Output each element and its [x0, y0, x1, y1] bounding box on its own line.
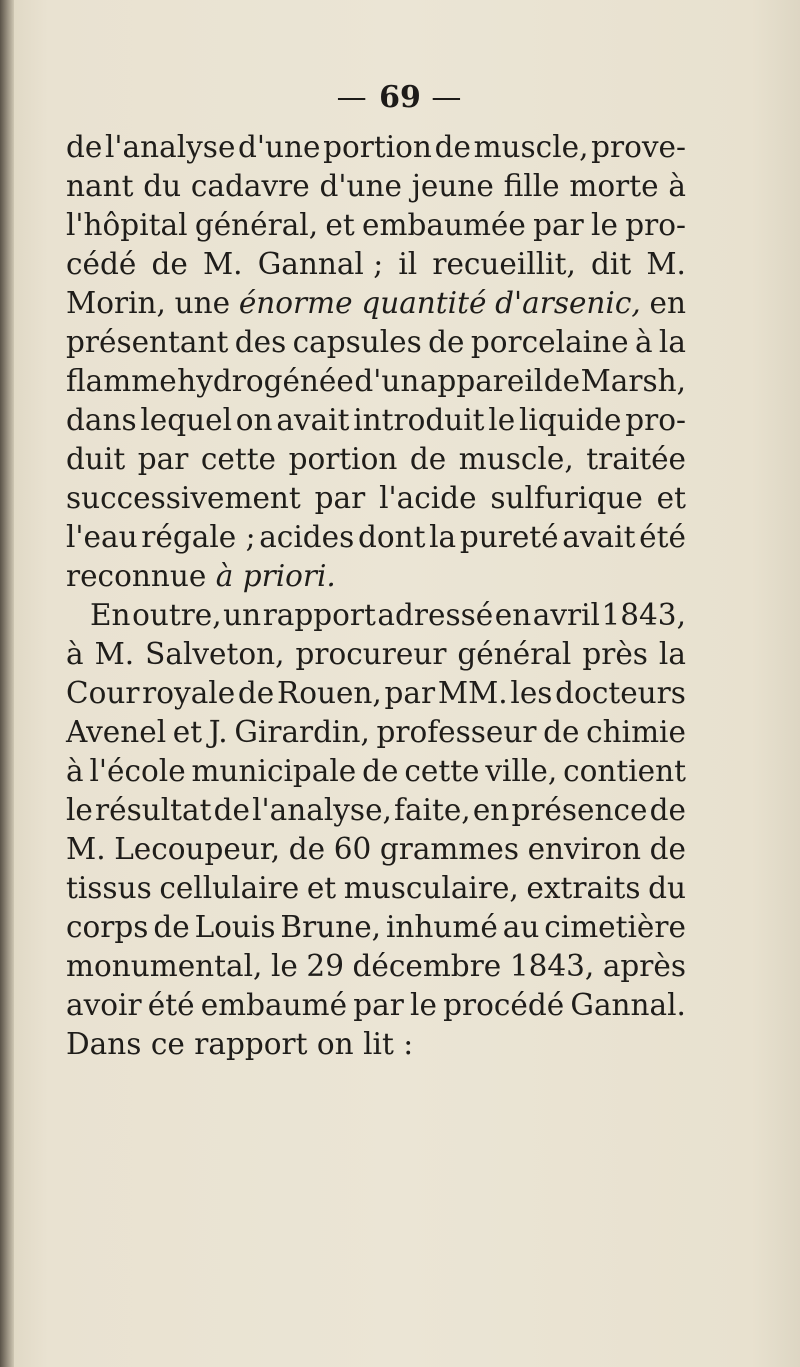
word: pro-	[625, 208, 686, 242]
word: 29	[306, 949, 344, 983]
text-line	[66, 206, 686, 245]
word: présence	[511, 793, 648, 827]
word: procureur	[295, 637, 447, 671]
word: J.	[208, 715, 228, 749]
word: monumental,	[66, 949, 263, 983]
word: en	[649, 286, 686, 320]
word: d'un	[354, 364, 420, 398]
word: un	[223, 598, 262, 632]
word: recueillit,	[432, 247, 576, 281]
word: d'arsenic,	[495, 286, 641, 320]
word: lit	[363, 1027, 394, 1061]
word: Cour	[66, 676, 140, 710]
word: M.	[202, 247, 243, 281]
word: municipale	[191, 754, 357, 788]
word: :	[403, 1027, 414, 1061]
text-line	[66, 1025, 686, 1064]
word: successivement	[66, 481, 301, 515]
word: inhumé	[385, 910, 498, 944]
word: porcelaine	[470, 325, 629, 359]
word: la	[658, 637, 686, 671]
text-line	[66, 596, 686, 635]
text-line	[66, 518, 686, 557]
word: ce	[150, 1027, 185, 1061]
word: en	[494, 598, 532, 632]
page-number: 69	[379, 80, 421, 115]
page-header	[0, 80, 800, 115]
word: de	[649, 793, 686, 827]
word: muscle,	[458, 442, 574, 476]
word: cellulaire	[159, 871, 300, 905]
word: professeur	[376, 715, 537, 749]
word: à	[66, 754, 84, 788]
word: le	[591, 208, 618, 242]
text-line	[66, 479, 686, 518]
word: l'eau	[66, 520, 138, 554]
word: En	[90, 598, 131, 632]
word: prove-	[591, 130, 686, 164]
word: de	[543, 715, 580, 749]
word: été	[639, 520, 686, 554]
word: de	[362, 754, 399, 788]
word: été	[147, 988, 195, 1022]
word: à	[66, 637, 84, 671]
word: docteurs	[555, 676, 686, 710]
word: le	[410, 988, 437, 1022]
word: M.	[646, 247, 686, 281]
word: décembre	[352, 949, 502, 983]
word: au	[502, 910, 540, 944]
word: de	[649, 832, 686, 866]
word: et	[172, 715, 203, 749]
word: Morin,	[66, 286, 166, 320]
word: musculaire,	[343, 871, 519, 905]
word: liquide	[518, 403, 622, 437]
word: introduit	[353, 403, 485, 437]
word: embaumée	[362, 208, 526, 242]
word: de	[409, 442, 447, 476]
word: tissus	[66, 871, 152, 905]
text-line	[66, 167, 686, 206]
word: cédé	[66, 247, 137, 281]
text-line	[66, 557, 686, 596]
word: de	[288, 832, 326, 866]
word: corps	[66, 910, 149, 944]
word: Salveton,	[145, 637, 285, 671]
word: à	[634, 325, 653, 359]
word: d'une	[238, 130, 321, 164]
word: on	[235, 403, 273, 437]
word: dont	[357, 520, 426, 554]
word: l'école	[89, 754, 186, 788]
word: pureté	[459, 520, 559, 554]
word: par	[353, 988, 404, 1022]
text-line	[66, 947, 686, 986]
word: 1843,	[509, 949, 595, 983]
body-text	[66, 128, 686, 1064]
word: ville,	[485, 754, 558, 788]
word: muscle,	[473, 130, 589, 164]
word: et	[325, 208, 355, 242]
header-dash-right: —	[431, 80, 464, 115]
word: énorme	[238, 286, 353, 320]
text-line	[66, 830, 686, 869]
word: à priori.	[215, 559, 336, 593]
word: la	[658, 325, 686, 359]
header-dash-left: —	[336, 80, 369, 115]
word: présentant	[66, 325, 229, 359]
word: Rouen,	[277, 676, 382, 710]
word: le	[66, 793, 93, 827]
word: traitée	[586, 442, 686, 476]
word: résultat	[95, 793, 212, 827]
word: contient	[563, 754, 686, 788]
word: portion	[323, 130, 432, 164]
word: avril	[532, 598, 600, 632]
word: par	[137, 442, 189, 476]
text-line	[66, 245, 686, 284]
book-spine-shadow	[0, 0, 14, 1367]
word: d'une	[319, 169, 402, 203]
text-line	[66, 401, 686, 440]
text-line	[66, 908, 686, 947]
text-line	[66, 362, 686, 401]
word: fille	[503, 169, 560, 203]
text-line	[66, 323, 686, 362]
word: en	[472, 793, 510, 827]
word: royale	[142, 676, 236, 710]
word: environ	[527, 832, 641, 866]
word: cette	[200, 442, 277, 476]
word: sulfurique	[490, 481, 643, 515]
word: duit	[66, 442, 126, 476]
text-line	[66, 440, 686, 479]
word: par	[533, 208, 584, 242]
text-line	[66, 986, 686, 1025]
word: Girardin,	[234, 715, 370, 749]
text-line	[66, 128, 686, 167]
word: reconnue	[66, 559, 207, 593]
word: faite,	[394, 793, 471, 827]
word: on	[316, 1027, 354, 1061]
word: outre,	[132, 598, 222, 632]
word: Marsh,	[580, 364, 686, 398]
word: cette	[404, 754, 480, 788]
word: grammes	[379, 832, 519, 866]
word: des	[234, 325, 287, 359]
word: procédé	[443, 988, 565, 1022]
word: de	[237, 676, 275, 710]
word: rapport	[262, 598, 376, 632]
word: de	[213, 793, 250, 827]
word: le	[488, 403, 516, 437]
word: de	[66, 130, 103, 164]
word: l'hôpital	[66, 208, 188, 242]
word: l'analyse	[104, 130, 236, 164]
word: et	[306, 871, 337, 905]
word: le	[270, 949, 298, 983]
text-line	[66, 752, 686, 791]
word: quantité	[361, 286, 487, 320]
word: MM.	[437, 676, 508, 710]
word: acides	[259, 520, 355, 554]
word: M.	[66, 832, 106, 866]
text-line	[66, 284, 686, 323]
word: M.	[94, 637, 135, 671]
word: cimetière	[544, 910, 686, 944]
word: morte	[569, 169, 659, 203]
word: 60	[333, 832, 372, 866]
word: Brune,	[280, 910, 382, 944]
text-line	[66, 713, 686, 752]
word: dit	[591, 247, 632, 281]
text-line	[66, 869, 686, 908]
word: flamme	[66, 364, 177, 398]
word: nant	[66, 169, 134, 203]
word: Avenel	[66, 715, 167, 749]
word: de	[153, 910, 190, 944]
word: pro-	[625, 403, 686, 437]
word: après	[602, 949, 686, 983]
word: lequel	[140, 403, 233, 437]
text-line	[66, 635, 686, 674]
word: régale ;	[141, 520, 256, 554]
word: du	[143, 169, 182, 203]
word: général	[457, 637, 572, 671]
word: Louis	[194, 910, 276, 944]
word: il	[398, 247, 418, 281]
word: extraits	[526, 871, 641, 905]
word: de	[151, 247, 188, 281]
word: à	[668, 169, 686, 203]
word: Gannal.	[570, 988, 686, 1022]
word: de	[543, 364, 581, 398]
word: par	[314, 481, 366, 515]
word: l'acide	[379, 481, 477, 515]
word: jeune	[411, 169, 494, 203]
word: près	[582, 637, 648, 671]
word: et	[656, 481, 686, 515]
word: de	[434, 130, 471, 164]
text-line	[66, 674, 686, 713]
word: avait	[276, 403, 350, 437]
word: avoir	[66, 988, 142, 1022]
word: adressé	[377, 598, 494, 632]
word: dans	[66, 403, 137, 437]
word: embaumé	[200, 988, 348, 1022]
word: chimie	[586, 715, 686, 749]
word: Gannal ;	[257, 247, 384, 281]
word: une	[174, 286, 231, 320]
word: l'analyse,	[252, 793, 392, 827]
word: général,	[194, 208, 319, 242]
word: de	[428, 325, 465, 359]
text-line	[66, 791, 686, 830]
word: avait	[562, 520, 636, 554]
word: appareil	[419, 364, 544, 398]
word: portion	[288, 442, 398, 476]
word: hydrogénée	[177, 364, 354, 398]
word: rapport	[194, 1027, 308, 1061]
word: par	[384, 676, 436, 710]
word: Dans	[66, 1027, 142, 1061]
word: la	[429, 520, 457, 554]
word: Lecoupeur,	[114, 832, 281, 866]
word: capsules	[292, 325, 422, 359]
word: les	[510, 676, 553, 710]
word: cadavre	[190, 169, 310, 203]
word: 1843,	[601, 598, 686, 632]
word: du	[648, 871, 686, 905]
